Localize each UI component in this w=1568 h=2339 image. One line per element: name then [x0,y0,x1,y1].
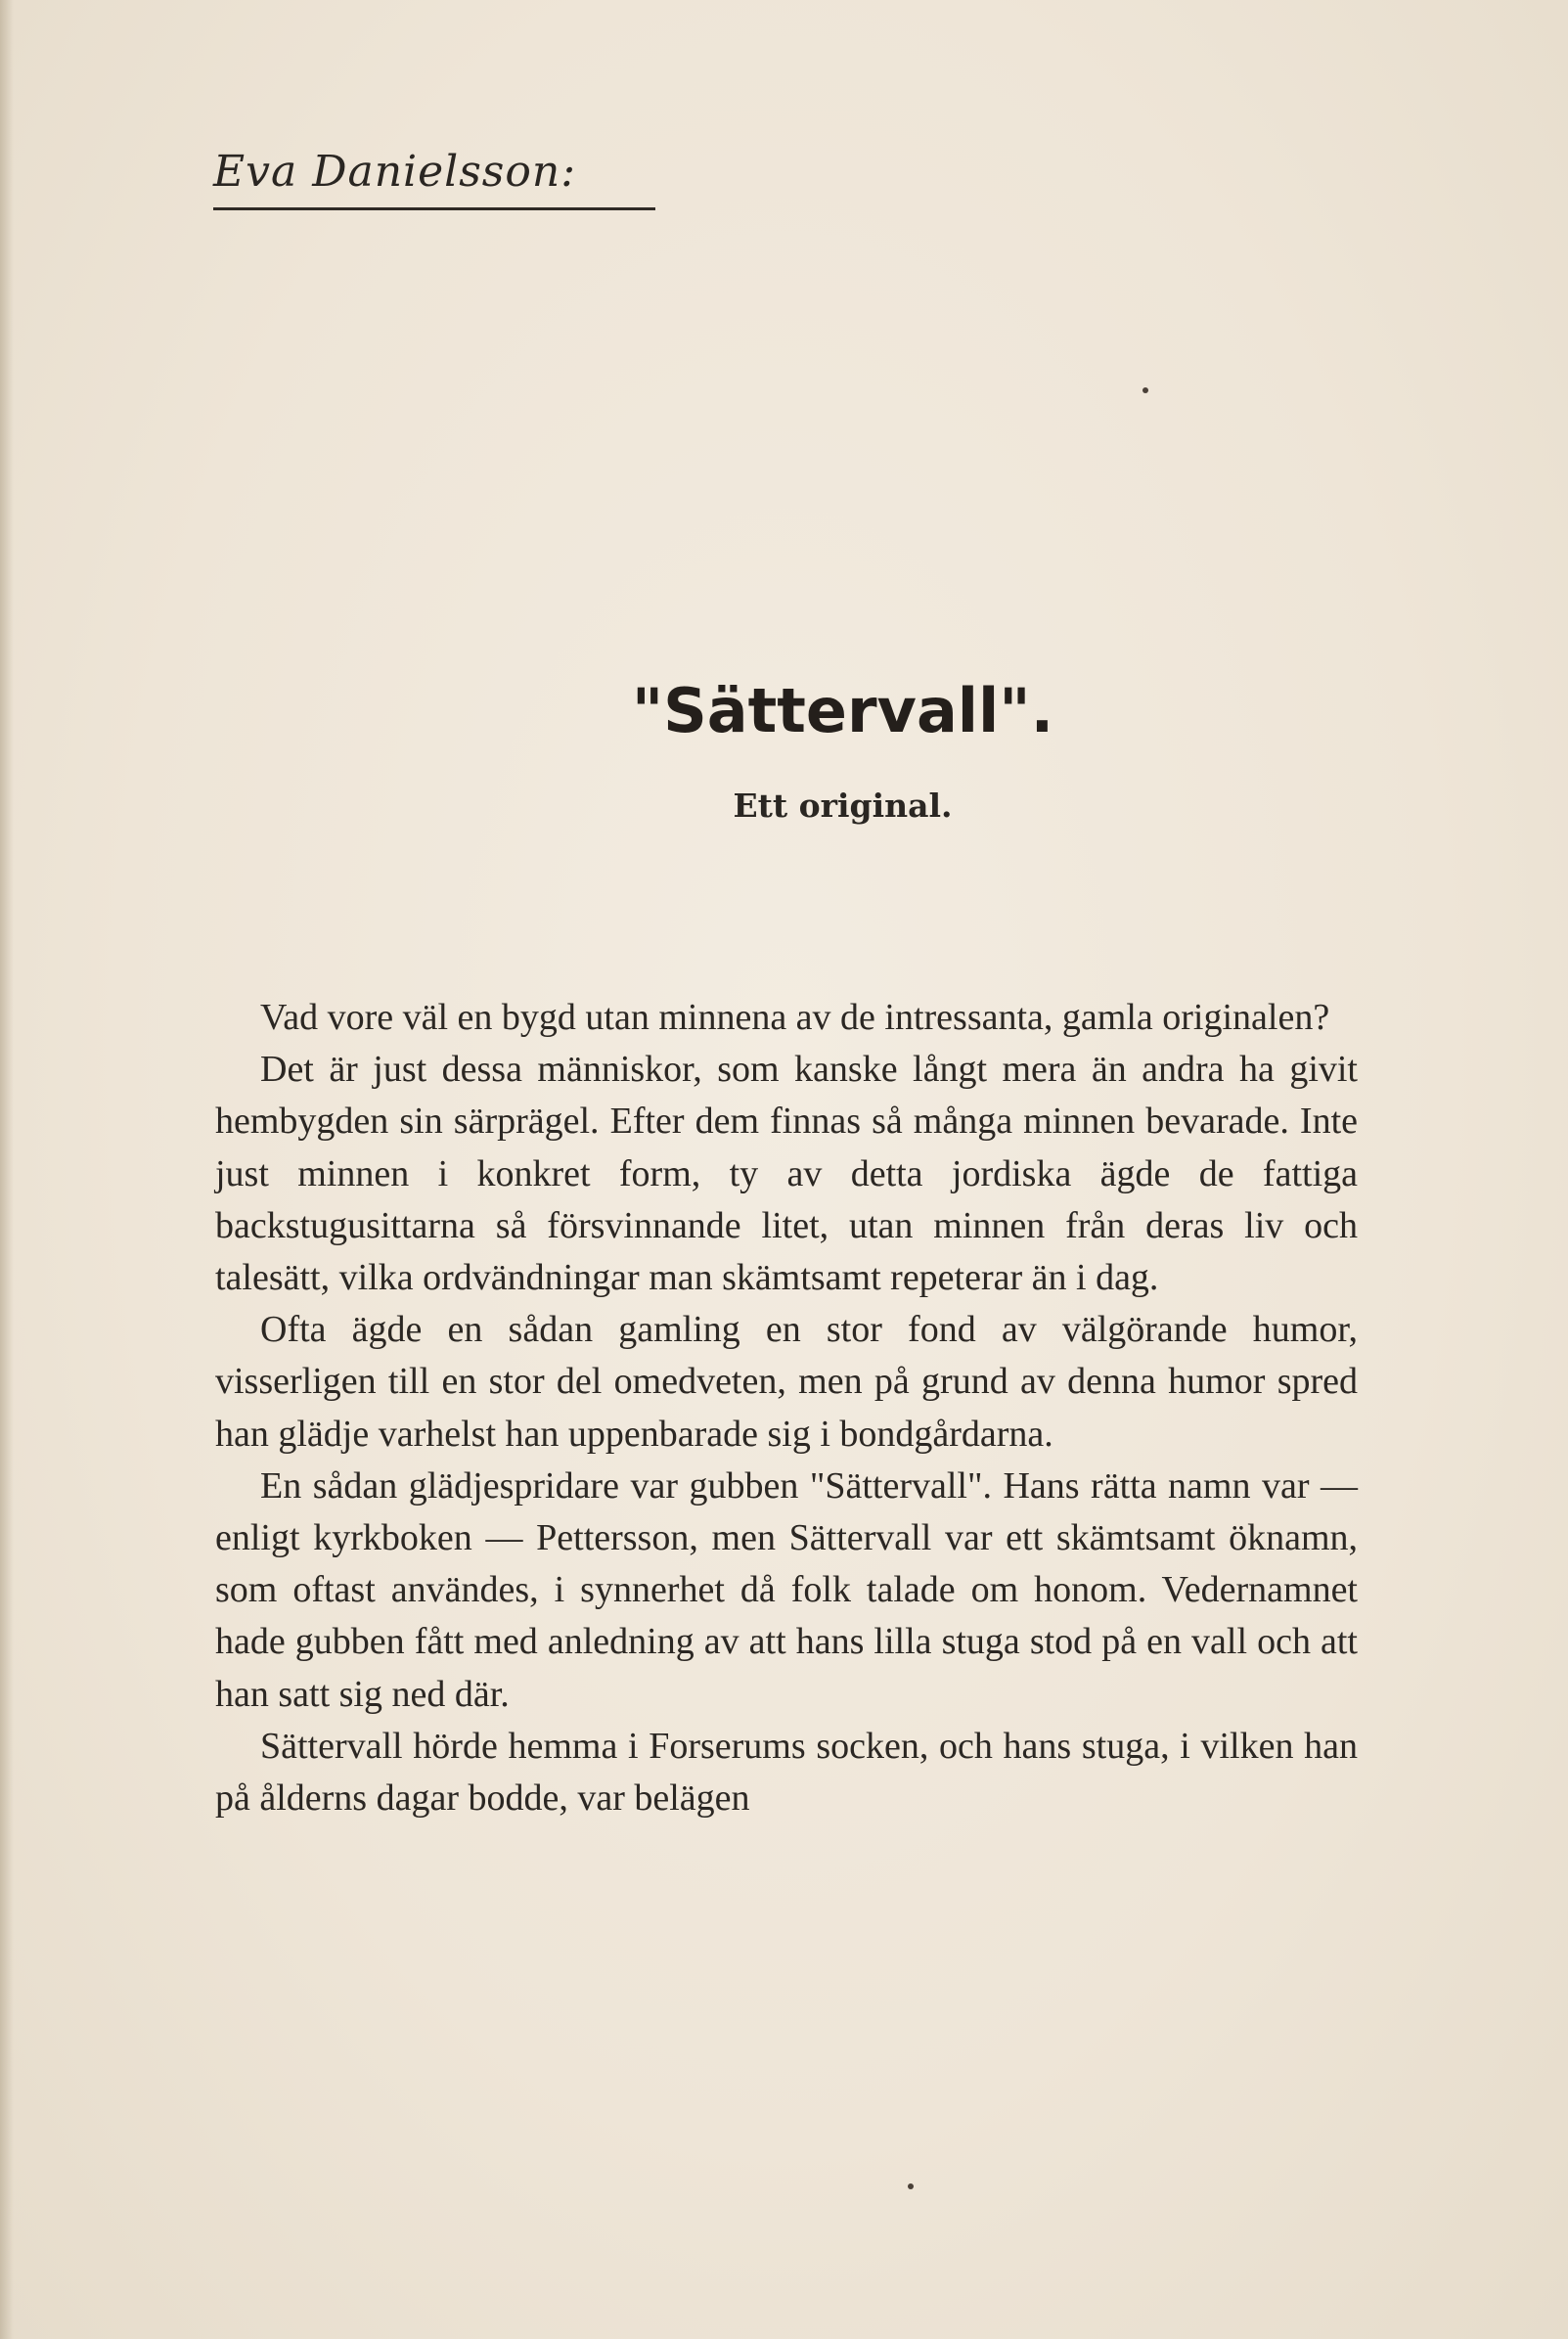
paragraph: Vad vore väl en bygd utan minnena av de intressanta, gamla originalen? [260,997,1330,1038]
chapter-title: "Sättervall". [631,675,1054,746]
paragraph: En sådan glädjespridare var gubben "Sättervall". Hans rätta namn var — enligt kyrkboken — Pettersson, men Sättervall var ett skämtsamt öknamn, som oftast användes, i synnerhet då folk talade om honom. Vedernamnet hade gubben fått med anledning av att hans lilla stuga stod på en vall och att han satt sig ned där. [215,1464,1358,1715]
body-text [215,992,1358,1824]
author-underline [213,207,655,210]
paragraph: Sättervall hörde hemma i Forserums socken, och hans stuga, i vilken han på ålderns dagar bodde, var belägen [215,1725,1358,1820]
chapter-subtitle: Ett original. [733,787,953,825]
author-name: Eva Danielsson: [213,147,577,197]
paragraph: Det är just dessa människor, som kanske långt mera än andra ha givit hembygden sin särprägel. Efter dem finnas så många minnen bevarade. Inte just minnen i konkret form, ty av detta jordiska ägde de fattiga backstugusittarna så försvinnande litet, utan minnen från deras liv och talesätt, vilka ordvändningar man skämtsamt repeterar än i dag. [215,1049,1358,1299]
page-edge-shadow [0,0,14,2339]
paragraph: Ofta ägde en sådan gamling en stor fond av välgörande humor, visserligen till en stor del omedveten, men på grund av denna humor spred han glädje varhelst han uppenbarade sig i bondgårdarna. [215,1309,1358,1455]
print-speck [1142,387,1148,393]
print-speck [908,2183,914,2189]
